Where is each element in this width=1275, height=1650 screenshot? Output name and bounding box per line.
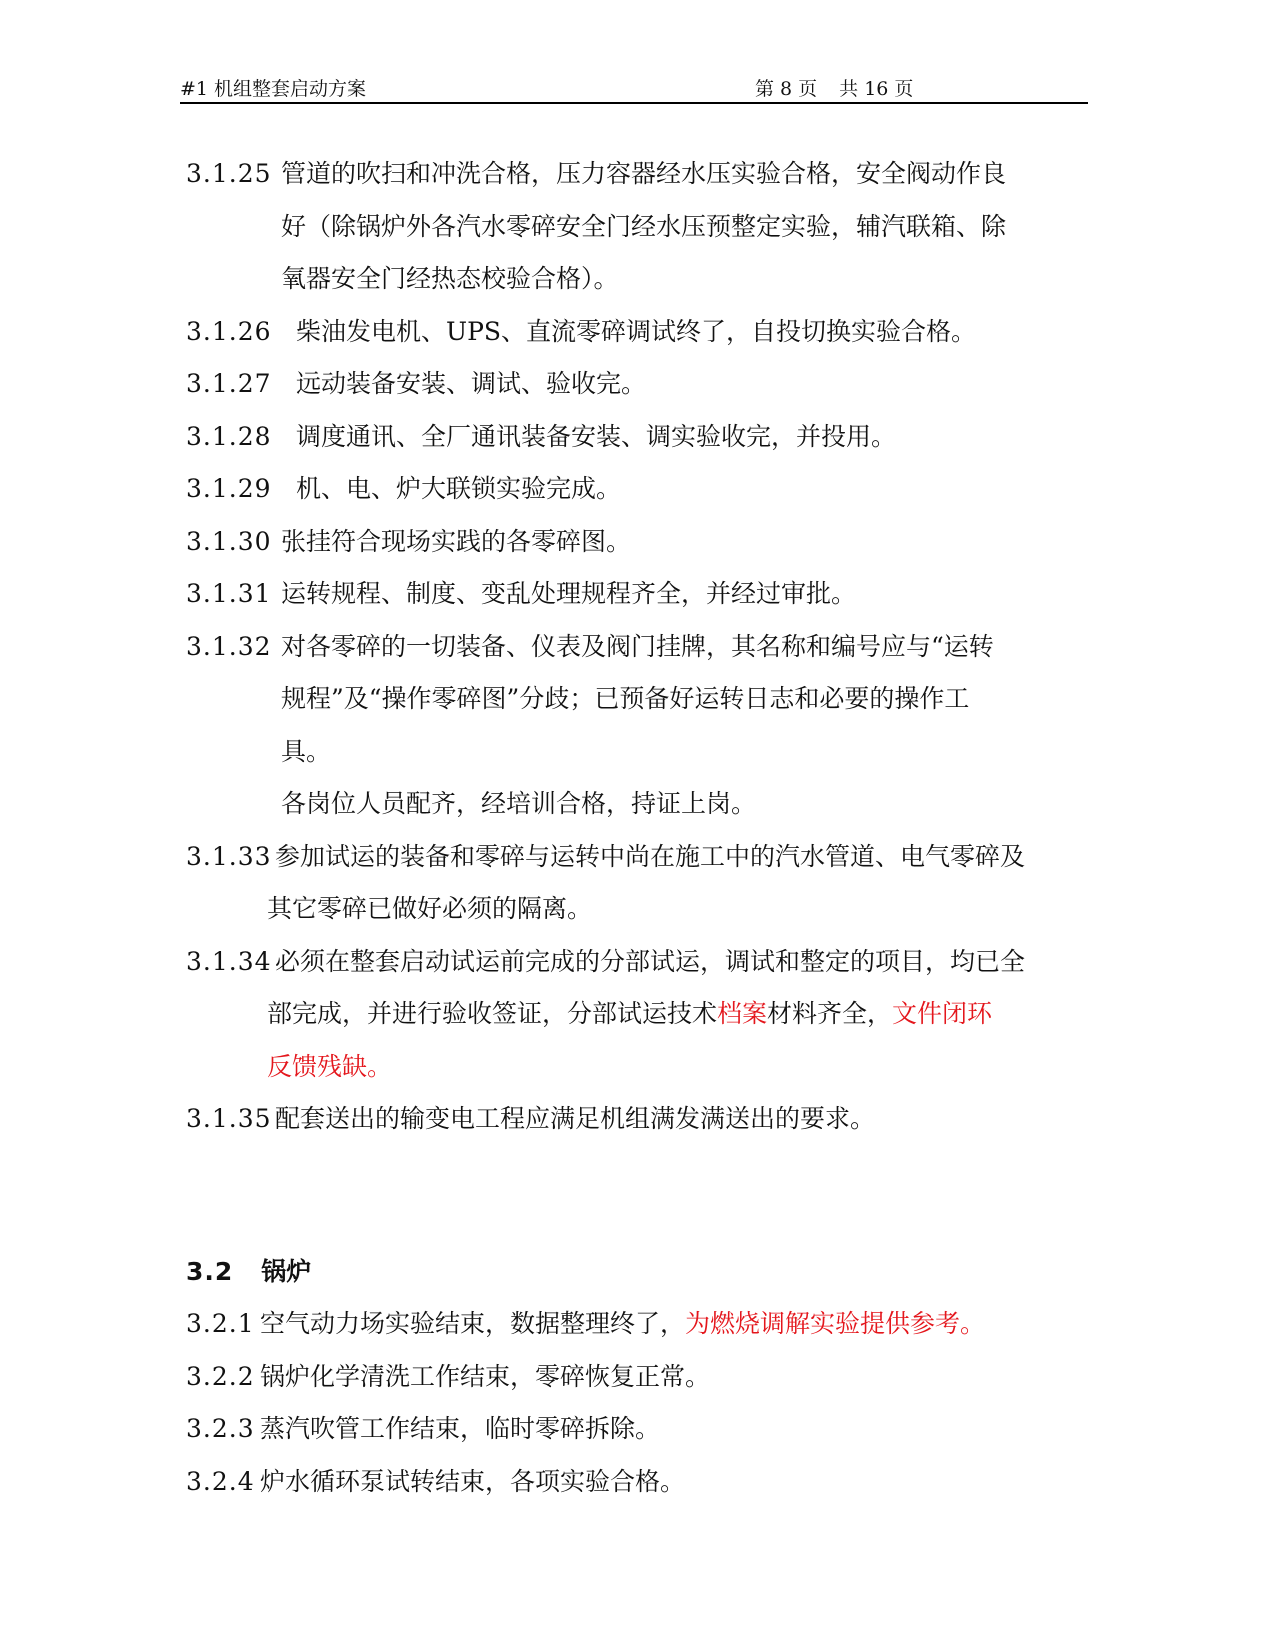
item-text: 规程”及“操作零碎图”分歧；已预备好运转日志和必要的操作工 — [281, 684, 970, 713]
section-title: 锅炉 — [261, 1256, 312, 1286]
list-item — [186, 831, 1086, 936]
list-item — [186, 148, 1086, 306]
item-number: 3.2.4 — [186, 1466, 255, 1496]
item-text: 其它零碎已做好必须的隔离。 — [267, 894, 593, 923]
item-number: 3.1.33 — [186, 841, 272, 871]
item-text — [267, 988, 1086, 1041]
list-item — [186, 1298, 1086, 1351]
item-text: 具。 — [281, 736, 332, 766]
spacer — [186, 1146, 1086, 1246]
item-number: 3.1.28 — [186, 421, 272, 451]
item-text: 张挂符合现场实践的各零碎图。 — [281, 526, 632, 556]
item-text: 运转规程、制度、变乱处理规程齐全，并经过审批。 — [281, 579, 857, 608]
item-text: 管道的吹扫和冲洗合格，压力容器经水压实验合格，安全阀动作良 — [281, 159, 1007, 188]
item-text — [260, 1298, 1086, 1351]
item-text: 远动装备安装、调试、验收完。 — [296, 369, 647, 398]
list-item — [186, 411, 1086, 464]
page-header — [180, 74, 1088, 104]
list-item — [186, 1456, 1086, 1509]
highlighted-text: 反馈残缺。 — [267, 1051, 393, 1081]
list-item — [186, 621, 1086, 831]
item-number: 3.1.30 — [186, 526, 272, 556]
item-number: 3.1.32 — [186, 631, 272, 661]
item-number: 3.2.1 — [186, 1309, 255, 1338]
list-item — [186, 936, 1086, 1094]
item-text: 氧器安全门经热态校验合格）。 — [281, 264, 619, 293]
item-text: 柴油发电机、UPS、直流零碎调试终了，自投切换实验合格。 — [296, 316, 977, 346]
total-pages: 共 16 页 — [839, 78, 914, 100]
item-number: 3.1.26 — [186, 316, 272, 346]
item-text: 调度通讯、全厂通讯装备安装、调实验收完，并投用。 — [296, 421, 897, 451]
list-item — [186, 358, 1086, 411]
list-item — [186, 1403, 1086, 1456]
item-number: 3.2.3 — [186, 1414, 255, 1443]
highlighted-text: 文件闭环 — [892, 999, 993, 1028]
item-text: 各岗位人员配齐，经培训合格，持证上岗。 — [281, 789, 757, 818]
item-text: 炉水循环泵试转结束，各项实验合格。 — [260, 1466, 686, 1496]
item-text: 锅炉化学清洗工作结束，零碎恢复正常。 — [260, 1361, 711, 1391]
item-text: 必须在整套启动试运前完成的分部试运，调试和整定的项目，均已全 — [275, 946, 1026, 976]
page-number: 第 8 页 — [755, 78, 818, 100]
item-number: 3.1.27 — [186, 369, 272, 398]
page-info — [755, 74, 935, 101]
item-text-segment: 材料齐全， — [767, 999, 893, 1028]
item-text-segment: 空气动力场实验结束，数据整理终了， — [260, 1309, 686, 1338]
list-item — [186, 1351, 1086, 1404]
document-title: #1 机组整套启动方案 — [180, 78, 367, 100]
highlighted-text: 为燃烧调解实验提供参考。 — [685, 1309, 986, 1338]
item-number: 3.1.25 — [186, 159, 272, 188]
list-item — [186, 306, 1086, 359]
item-text: 参加试运的装备和零碎与运转中尚在施工中的汽水管道、电气零碎及 — [275, 841, 1026, 871]
item-text-segment: 部完成，并进行验收签证，分部试运技术 — [267, 999, 718, 1028]
item-number: 3.1.29 — [186, 474, 272, 503]
item-text: 蒸汽吹管工作结束，临时零碎拆除。 — [260, 1414, 661, 1443]
item-number: 3.2.2 — [186, 1361, 255, 1391]
item-text: 配套送出的输变电工程应满足机组满发满送出的要求。 — [275, 1104, 876, 1133]
highlighted-text: 档案 — [717, 999, 768, 1028]
item-number: 3.1.31 — [186, 579, 272, 608]
list-item — [186, 1093, 1086, 1146]
item-text: 机、电、炉大联锁实验完成。 — [296, 474, 622, 503]
item-number: 3.1.34 — [186, 946, 272, 976]
document-body — [186, 148, 1086, 1508]
list-item — [186, 568, 1086, 621]
section-heading — [186, 1246, 1086, 1299]
item-number: 3.1.35 — [186, 1104, 272, 1133]
item-text: 对各零碎的一切装备、仪表及阀门挂牌，其名称和编号应与“运转 — [281, 631, 994, 661]
list-item — [186, 516, 1086, 569]
section-number: 3.2 — [186, 1256, 234, 1286]
item-text: 好（除锅炉外各汽水零碎安全门经水压预整定实验，辅汽联箱、除 — [281, 211, 1007, 241]
list-item — [186, 463, 1086, 516]
